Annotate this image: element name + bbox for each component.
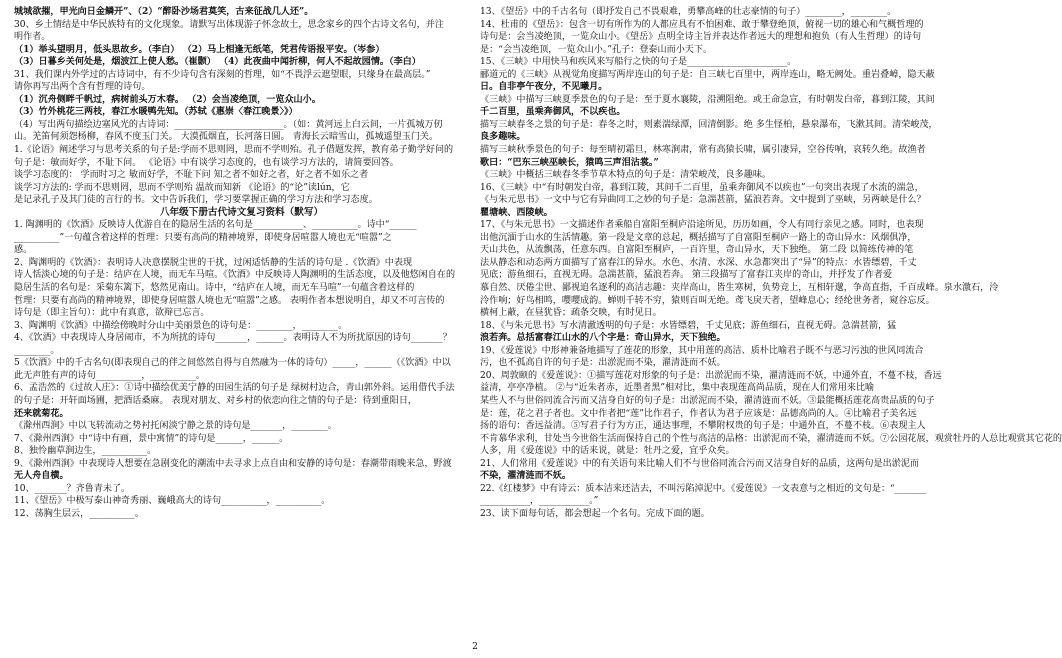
text-line: 诗句是：会当凌绝顶，一览众山小。《望岳》点明全诗主旨并表达作者远大的理想和抱负（有人生哲理）的诗句	[480, 32, 922, 43]
text-line: 6、孟浩然的《过故人庄》：①诗中描绘优美宁静的田园生活的句子是 绿树村边合，青山郭外斜。运用借代手法	[14, 383, 455, 394]
text-line: 良多趣味。	[480, 131, 526, 143]
text-line: 16、《三峡》中“有时朝发白帝，暮到江陵，其间千二百里，虽乘奔御风不以疾也”一句突出表现了水流的湍急，	[480, 182, 924, 193]
text-line: 7、《滁州西涧》中“诗中有画，景中寓情”的诗句是______，______。	[14, 433, 289, 444]
text-line: 30、乡土情结是中华民族特有的文化现象。请默写出体现游子怀念故土，思念家乡的四个古诗文名句，并注	[14, 19, 444, 30]
text-line: 慕自然、厌倦尘世、鄙视追名逐利的高洁志趣：夹岸高山，皆生寒树，负势竞上，互相轩邈，争高直指，千百成峰。泉水激石，泠	[480, 283, 999, 294]
text-line: 请你再写出两个含有哲理的诗句。	[14, 82, 151, 93]
text-line: 23、读下面每句话，都会想起一个名句。完成下面的题。	[480, 508, 710, 519]
text-line: 9、《滁州西涧》中表现诗人想要在急剧变化的潮流中去寻求上点自由和安静的诗句是：春潮带雨晚来急，野渡	[14, 458, 452, 469]
text-line: 5《饮酒》中的千古名句(即表现自己的伴之间悠然自得与自然融为一体的诗句）_____，______（《饮酒》中以	[14, 358, 451, 369]
text-line: 还来就菊花。	[14, 407, 69, 419]
text-line: 横柯上蔽，在昼犹昏；疏条交映，有时见日。	[480, 308, 662, 319]
text-line: 1.《论语》阐述学习与思考关系的句子是:学而不思则罔，思而不学则殆。孔子借题发挥，教育弟子勤学好问的	[14, 145, 454, 156]
text-line: 法从静态和动态两方面描写了富春江的异水。水色、水清、水深、水急都突出了“异”的特点：水皆缥碧，千丈	[480, 257, 917, 268]
text-line: 出他沉湎于山水的生活情趣。第一段是文章的总起，概括描写了自富阳至桐庐一路上的奇山异水：风烟俱净，	[480, 232, 917, 243]
text-line: 谈学习方法的: 学而不思则罔，思而不学则殆 温故而知新 《论语》的“论”读lún，它	[14, 182, 350, 193]
text-line: 3、陶渊明《饮酒》中描绘傍晚时分山中美丽景色的诗句是：________，________。	[14, 320, 348, 331]
text-line: 日。自非亭午夜分，不见曦月。	[480, 81, 608, 93]
text-line: 无人舟自横。	[14, 470, 69, 482]
text-line: 瞿塘峡、西陵峡。	[480, 206, 553, 218]
text-line: 扬的语句：香远益清。⑤写君子行为方正，通达事理，不攀附权贵的句子是：中通外直，不蔓不枝。⑥表现主人	[480, 421, 926, 432]
text-line: 《三峡》中概括三峡春冬季节草木特点的句子是：清荣峻茂，良多趣味。	[480, 170, 772, 181]
text-line: 18、《与朱元思书》写水清澈透明的句子是：水皆缥碧，千丈见底；游鱼细石，直视无碍。急湍甚箭，猛	[480, 320, 897, 331]
text-line: 12、荡胸生层云，__________。	[14, 508, 144, 519]
text-line: （3）竹外桃花三两枝，春江水暖鸭先知。（苏轼《惠崇〈春江晚景〉》）	[14, 106, 298, 118]
text-line: 山。羌笛何须怨杨柳，春风不度玉门关。 大漠孤烟直，长河落日圆。 青海长云暗雪山，孤城遥望玉门关。	[14, 132, 439, 143]
text-line: 不肯慕华求利，甘处当今世俗生活而保持自己的个性与高洁的品格：出淤泥而不染，濯清涟而不妖。⑦公园花展，观赏牡丹的人总比观赏其它花的	[480, 433, 1062, 444]
text-line: 诗句是（即主旨句）：此中有真意，欲辩已忘言。	[14, 308, 210, 319]
section-heading: 八年级下册古代诗文复习资料（默写）	[159, 206, 324, 218]
text-line: 《与朱元思书》一文中与它有异曲同工之妙的句子是：急湍甚箭，猛浪若奔。文中提到了巫峡，另两峡是什么？	[480, 195, 926, 206]
text-line: 明作者。	[14, 32, 51, 43]
text-line: 22.《红楼梦》中有诗云：质本洁来还洁去，不叫污陷淖泥中。《爱莲说》一文表意与之相近的文句是：“_______	[480, 483, 927, 494]
text-line: 是：“会当凌绝顶，一览众山小。”孔子：登泰山而小天下。	[480, 44, 713, 55]
text-line: 郦道元的《三峡》从视觉角度描写两岸连山的句子是：自三峡七百里中，两岸连山，略无阙处。重岩叠嶂，隐天蔽	[480, 69, 935, 80]
text-line: 描写三峡秋季景色的句子：每至晴初霜旦，林寒涧肃，常有高猿长啸，属引凄异，空谷传响，哀转久绝。故渔者	[480, 145, 926, 156]
text-line: 1. 陶渊明的《饮酒》反映诗人优游自在的隐居生活的名句是___________、__________。诗中“______	[14, 220, 417, 231]
text-line: （4）写出两句描绘边塞风光的古诗词：________________________。（如：黄河远上白云间，一片孤城万仞	[14, 119, 443, 130]
text-line: 污，也不孤高自许的句子是：出淤泥而不染，濯清涟而不妖。	[480, 358, 726, 369]
text-line: 4、《饮酒》中表现诗人身居闹市，不为所扰的诗句_______，______。表明诗人不为所扰原因的诗句_______？	[14, 333, 452, 344]
text-line: 歌曰：“巴东三峡巫峡长，猿鸣三声泪沾裳。”	[480, 156, 659, 168]
text-line: 天山共色，从流飘荡，任意东西。自富阳至桐庐，一百许里，奇山异水，天下独绝。 第二段 以简练传神的笔	[480, 245, 914, 256]
text-line: 31、我们课内外学过的古诗词中，有不少诗句含有深刻的哲理，如“不畏浮云遮望眼，只缘身在最高层。”	[14, 69, 431, 80]
text-line: 感。	[14, 245, 33, 256]
text-line: 千二百里，虽乘奔御风，不以疾也。	[480, 106, 626, 118]
text-line: 13、《望岳》中的千古名句（即抒发自己不畏艰难，勇攀高峰的壮志豪情的句子）________，________。	[480, 7, 897, 17]
text-line: 2、陶渊明的《饮酒》：表明诗人决意摆脱尘世的干扰，过闲适恬静的生活的诗句是 .《饮酒》中表现	[14, 257, 413, 268]
page-number: 2	[472, 642, 478, 652]
text-line: 益清，亭亭净植。 ②与“近朱者赤，近墨者黑”相对比，集中表现莲高尚品质，现在人们常用来比喻	[480, 383, 875, 394]
left-column	[14, 6, 469, 636]
text-line: 城城欲摧，甲光向日金鳞开”、（2）“醉卧沙场君莫笑，古来征战几人还”。	[14, 6, 314, 17]
text-line: 描写三峡春冬之景的句子是：春冬之时，则素湍绿潭，回清倒影。绝 多生怪柏，悬泉瀑布，飞漱其间。清荣峻茂，	[480, 119, 938, 130]
text-line: 隐居生活的名句是：采菊东篱下，悠然见南山。诗中，“结庐在人境，而无车马喧”一句蕴含着这样的	[14, 283, 415, 294]
text-line: 的句子是：开轩面场圃，把酒话桑麻。 表现对朋友、对乡村的依恋向往之情的句子是：待到重阳日，	[14, 395, 418, 406]
text-line: 泠作响；好鸟相鸣，嘤嘤成韵。蝉则千转不穷，猿则百叫无绝。鸢飞戾天者，望峰息心；经纶世务者，窥谷忘反。	[480, 295, 935, 306]
text-line: 20、周敦颐的《爱莲说》：①描写莲花对形象的句子是：出淤泥而不染，濯清涟而不妖，中通外直，不蔓不枝，香远	[480, 370, 942, 381]
text-line: 谈学习态度的： 学而时习之 敏而好学，不耻下问 知之者不如好之者，好之者不如乐之者	[14, 170, 369, 181]
text-line: __________”一句蕴含着这样的哲理：只要有高尚的精神境界，即使身居喧嚣人境也无“喧嚣”之	[14, 232, 392, 243]
text-line: 11、《望岳》中极写泰山神奇秀丽、巍峨高大的诗句__________，__________。	[14, 496, 331, 507]
right-column	[480, 6, 1062, 636]
text-line: ________。	[14, 345, 60, 356]
text-line: 是记录孔子及其门徒的言行的书。文中告诉我们，学习要掌握正确的学习方法和学习态度。	[14, 195, 378, 206]
text-line: 17、《与朱元思书》一文描述作者乘船自富阳至桐庐沿途所见，历历如画，令人有同行亲见之感。同时，也表现	[480, 220, 924, 231]
text-line: 10、_______？齐鲁青未了。	[14, 483, 131, 494]
text-line: 浪若奔。总括富春江山水的八个字是：奇山异水，天下独绝。	[480, 332, 726, 344]
text-line: 不染，濯清涟而不妖。	[480, 470, 571, 482]
text-line: 19、《爱莲说》中形神兼备地描写了莲花的形象，其中用莲的高洁、质朴比喻君子既不与恶习污浊的世风同流合	[480, 345, 924, 356]
text-line: 是：莲，花之君子者也。文中作者把“莲”比作君子，作者认为君子应该是：品德高尚的人。④比喻君子美名远	[480, 408, 917, 419]
text-line: 15、《三峡》中用快马和疾风来写船行之快的句子是______________________。	[480, 57, 797, 68]
text-line: 此无声胜有声的诗句__________，__________。	[14, 370, 205, 381]
text-line: 14、杜甫的《望岳》：包含一切有所作为的人都应具有不怕困难、敢于攀登绝顶，俯视一切的雄心和气概哲理的	[480, 19, 924, 30]
text-line: 哲理：只要有高尚的精神境界，即使身居喧嚣人境也无“喧嚣”之感。 表明作者本想说明自，却又不可言传的	[14, 295, 445, 306]
text-line: 见底；游鱼细石，直视无碍。急湍甚箭，猛浪若奔。 第三段描写了富春江夹岸的奇山，并抒发了作者爱	[480, 270, 893, 281]
text-line: 《滁州西涧》中以飞转流动之势衬托闲淡宁静之景的诗句是_______，________。	[14, 421, 337, 432]
text-line: 诗人恬淡心境的句子是：结庐在人境，而无车马喧。《饮酒》中反映诗人陶渊明的生活态度，以及他悠闲自在的	[14, 270, 456, 281]
text-line: 《三峡》中描写三峡夏季景色的句子是：至于夏水襄陵，沿溯阻绝。或王命急宣，有时朝发白帝，暮到江陵，其间	[480, 94, 935, 105]
text-line: （1）举头望明月，低头思故乡。（李白） （2）马上相逢无纸笔，凭君传语报平安。（岑参）	[14, 43, 385, 55]
text-line: 句子是：敏而好学，不耻下问。 《论语》中有谈学习态度的，也有谈学习方法的，请简要回答。	[14, 157, 399, 168]
text-line: 21、人们常用《爱莲说》中的有关语句来比喻人们不与世俗同流合污而又洁身自好的品质，这两句是出淤泥而	[480, 458, 919, 469]
text-line: 人多，用《爱莲说》中的话来说，就是：牡丹之爱，宜乎众矣。	[480, 446, 735, 457]
text-line: ___________，___________。”	[480, 496, 599, 507]
text-line: （1）沉舟侧畔千帆过，病树前头万木春。 （2）会当凌绝顶，一览众山小。	[14, 93, 321, 105]
text-line: （3）日暮乡关何处是，烟波江上使人愁。（崔颢） （4）此夜曲中闻折柳，何人不起故园情。（李白）	[14, 56, 421, 68]
text-line: 8、独怜幽草涧边生，__________。	[14, 446, 157, 457]
text-line: 某些人不与世俗同流合污而又洁身自好的句子是：出淤泥而不染，濯清涟而不妖。③最能概括莲花高贵品质的句子	[480, 395, 935, 406]
